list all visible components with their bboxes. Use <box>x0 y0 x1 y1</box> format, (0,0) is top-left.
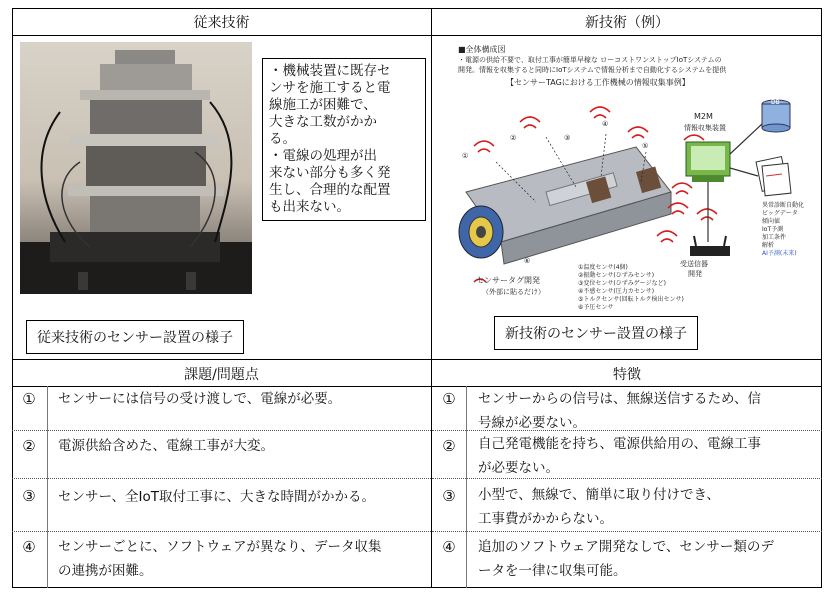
output-list-item: 異常診断自動化 <box>762 202 805 209</box>
desc-line: 大きな工数がかか <box>269 114 377 130</box>
feature-text <box>478 535 774 583</box>
db-label: DB <box>771 99 780 106</box>
desc-line: も出来ない。 <box>269 199 350 215</box>
output-list <box>762 202 804 258</box>
desc-line: る。 <box>269 131 296 147</box>
feature-line: 工事費がかからない。 <box>478 511 613 527</box>
sensor-list-item: ④不感センサ(圧力カセンサ) <box>578 288 655 295</box>
machine-illustration <box>20 42 252 294</box>
issue-text <box>58 387 341 411</box>
output-list-item: 加工条件 <box>762 234 787 241</box>
top-header-rule <box>12 35 822 36</box>
header-features: 特徴 <box>613 367 641 383</box>
issue-line: センサーごとに、ソフトウェアが異なり、データ収集 <box>58 539 382 555</box>
issue-number: ② <box>22 437 36 455</box>
issue-number: ④ <box>22 538 36 556</box>
callout-num: ⑥ <box>524 257 531 265</box>
output-list-item: 解析 <box>762 242 775 249</box>
report-stack-icon <box>756 157 791 196</box>
desc-line: ・機械装置に既存セ <box>269 63 391 79</box>
diagram-tag: 【センサーTAGにおける工作機械の情報収集事例】 <box>506 78 690 87</box>
receiver-label: 受送信器 <box>680 260 708 268</box>
old-tech-description <box>262 58 426 221</box>
diagram-line1: ・電源の供給不要で、取付工事が簡単早稼な ローコストワンストップIoTシステムの <box>458 56 722 64</box>
feature-line: 追加のソフトウェア開発なしで、センサー類のデ <box>478 539 774 555</box>
output-list-item: AI予測(未来) <box>762 250 797 257</box>
feature-line: センサーからの信号は、無線送信するため、信 <box>478 391 761 407</box>
header-old-tech: 従来技術 <box>193 15 250 31</box>
desc-line: ンサを施工すると電 <box>269 80 391 96</box>
feature-number: ② <box>442 437 456 455</box>
desc-line: ・電線の処理が出 <box>269 148 377 164</box>
sensor-list <box>578 264 684 312</box>
issue-line: センサーには信号の受け渡しで、電線が必要。 <box>58 391 342 407</box>
row-sep <box>432 531 822 532</box>
spindle-illustration <box>459 147 671 264</box>
header-issues: 課題/問題点 <box>184 367 259 383</box>
desc-line: 線施工が困難で、 <box>269 97 377 113</box>
sensor-list-item: ③変位センサ(ひずみゲージなど) <box>578 280 666 287</box>
callout-num: ⑤ <box>642 142 649 150</box>
desc-line: 来ない部分も多く発 <box>269 165 391 181</box>
m2m-sub-label: 情報収集装置 <box>684 124 726 132</box>
num-col-rule <box>466 386 467 588</box>
callout-num: ① <box>462 152 469 160</box>
desc-line: 生し、合理的な配置 <box>269 182 391 198</box>
sensor-list-item: ⑤トルクセンサ(回転トルク検出センサ) <box>578 296 684 303</box>
output-list-item: 傾向値 <box>762 218 781 225</box>
row-sep <box>12 430 431 431</box>
old-sensor-photo <box>20 42 252 294</box>
center-divider <box>431 8 432 588</box>
feature-line: 小型で、無線で、簡単に取り付けでき、 <box>478 487 720 503</box>
issue-number: ① <box>22 390 36 408</box>
new-tech-caption: 新技術のセンサー設置の様子 <box>494 316 698 350</box>
diagram-line2: 開発。情報を収集すると同時にIoTシステムで情報分析まで自動化するシステムを提供 <box>458 66 727 74</box>
old-tech-caption: 従来技術のセンサー設置の様子 <box>26 320 244 354</box>
sensor-list-item: ②振動センサ(ひずみセンサ) <box>578 272 655 279</box>
sensor-list-item: ⑥予圧センサ <box>578 304 614 311</box>
callout-num: ② <box>510 134 517 142</box>
header-new-tech: 新技術（例） <box>585 15 669 31</box>
feature-line: 号線が必要ない。 <box>478 415 586 431</box>
issue-line: 電源供給含めた、電線工事が大変。 <box>58 438 274 454</box>
receiver-sub-label: 開発 <box>688 270 702 278</box>
sensor-list-item: ①温度センサ(4個) <box>578 264 628 271</box>
feature-text <box>478 483 720 531</box>
sensor-tag-sub-label: （外部に貼るだけ） <box>482 288 545 296</box>
num-col-rule <box>47 386 48 588</box>
row-sep <box>12 531 431 532</box>
feature-number: ④ <box>442 538 456 556</box>
feature-line: が必要ない。 <box>478 460 559 476</box>
feature-line: ータを一律に収集可能。 <box>478 563 627 579</box>
issue-line: センサー、全IoT取付工事に、大きな時間がかかる。 <box>58 489 375 505</box>
m2m-device <box>686 142 730 182</box>
feature-text <box>478 387 761 435</box>
feature-text <box>478 432 761 480</box>
mid-section-rule <box>12 359 822 360</box>
diagram-heading: ■全体構成図 <box>458 45 506 54</box>
callout-num: ③ <box>564 134 571 142</box>
sensor-tag-label: センサータグ開発 <box>476 276 540 285</box>
output-list-item: ビッグデータ <box>762 210 798 217</box>
issue-text <box>58 535 381 583</box>
issue-number: ③ <box>22 487 36 505</box>
issue-text <box>58 434 274 458</box>
callout-num: ④ <box>602 120 609 128</box>
feature-number: ③ <box>442 487 456 505</box>
router-icon <box>690 236 730 256</box>
issue-text <box>58 485 375 509</box>
feature-line: 自己発電機能を持ち、電源供給用の、電線工事 <box>478 436 761 452</box>
issue-line: の連携が困難。 <box>58 563 153 579</box>
new-tech-diagram <box>436 42 816 314</box>
m2m-label: M2M <box>694 112 713 121</box>
feature-number: ① <box>442 390 456 408</box>
row-sep <box>12 478 431 479</box>
output-list-item: IoT予測 <box>762 226 784 233</box>
